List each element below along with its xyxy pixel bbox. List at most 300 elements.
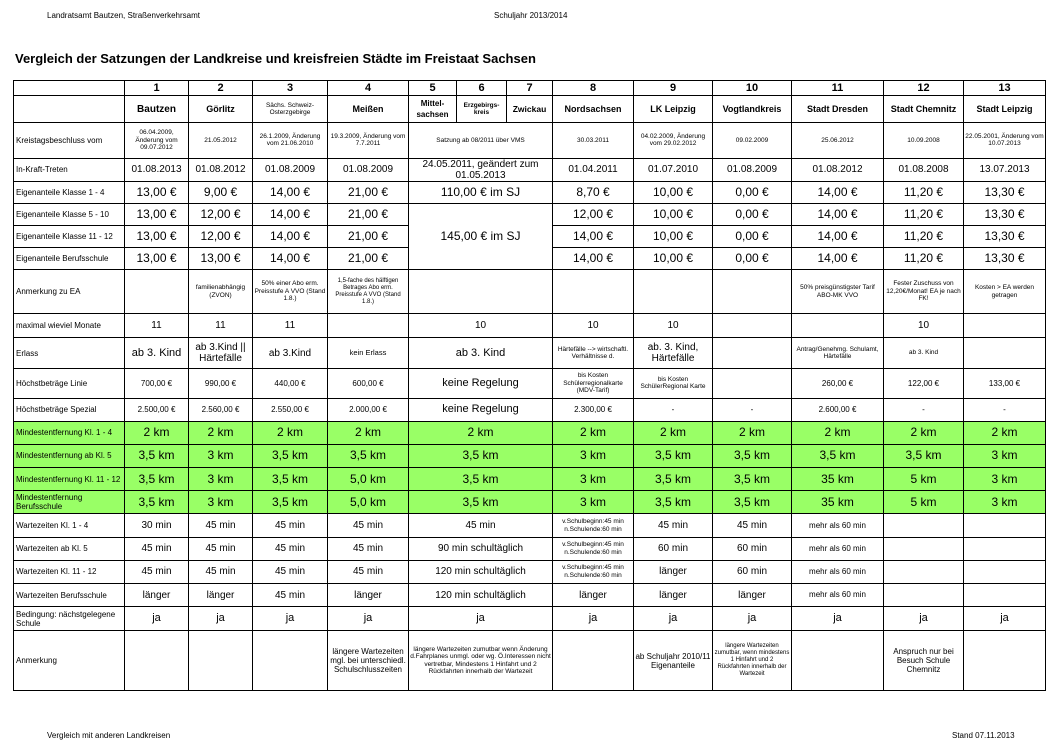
table-cell: Satzung ab 08/2011 über VMS bbox=[409, 123, 553, 158]
table-cell: 19.3.2009, Änderung vom 7.7.2011 bbox=[328, 123, 409, 158]
district-name: LK Leipzig bbox=[634, 96, 713, 123]
table-cell: keine Regelung bbox=[409, 398, 553, 421]
table-cell: 2 km bbox=[634, 421, 713, 444]
table-cell: 2 km bbox=[409, 421, 553, 444]
table-cell: länger bbox=[634, 560, 713, 583]
table-cell: 3,5 km bbox=[409, 491, 553, 514]
table-cell: 14,00 € bbox=[553, 248, 634, 270]
table-row bbox=[14, 398, 1046, 421]
table-cell: 0,00 € bbox=[713, 181, 792, 203]
table-cell: 13,00 € bbox=[125, 226, 189, 248]
table-cell: 1,5-fache des hälftigen Betrages Abo erm. Preisstufe A VVO (Stand 1.8.) bbox=[328, 270, 409, 313]
table-cell: 3,5 km bbox=[792, 444, 884, 467]
table-cell bbox=[884, 537, 964, 560]
table-cell: 13,00 € bbox=[125, 181, 189, 203]
table-cell: ja bbox=[964, 607, 1046, 631]
district-name: Zwickau bbox=[507, 96, 553, 123]
table-cell: 3,5 km bbox=[125, 491, 189, 514]
table-cell: 2 km bbox=[884, 421, 964, 444]
table-cell: 2.600,00 € bbox=[792, 398, 884, 421]
table-cell bbox=[328, 313, 409, 337]
table-cell: 133,00 € bbox=[964, 369, 1046, 398]
table-cell bbox=[713, 313, 792, 337]
footer-right: Stand 07.11.2013 bbox=[952, 731, 1015, 740]
table-cell: 3,5 km bbox=[125, 468, 189, 491]
table-cell: v.Schulbeginn:45 min n.Schulende:60 min bbox=[553, 514, 634, 537]
district-name: Mittel-sachsen bbox=[409, 96, 457, 123]
table-cell bbox=[189, 631, 253, 691]
table-cell: 10 bbox=[884, 313, 964, 337]
table-cell: 01.08.2009 bbox=[713, 158, 792, 181]
table-cell: 45 min bbox=[189, 537, 253, 560]
table-row bbox=[14, 537, 1046, 560]
table-cell: länger bbox=[634, 584, 713, 607]
table-cell bbox=[253, 631, 328, 691]
table-cell: 13,00 € bbox=[189, 248, 253, 270]
table-cell bbox=[125, 270, 189, 313]
table-cell: 11 bbox=[125, 313, 189, 337]
row-label: Mindestentfernung Kl. 1 - 4 bbox=[14, 421, 125, 444]
table-cell: 120 min schultäglich bbox=[409, 560, 553, 583]
table-cell: 2.560,00 € bbox=[189, 398, 253, 421]
district-name: Stadt Chemnitz bbox=[884, 96, 964, 123]
table-cell bbox=[964, 313, 1046, 337]
table-cell: 110,00 € im SJ bbox=[409, 181, 553, 203]
table-cell: 13,00 € bbox=[125, 248, 189, 270]
district-name: Meißen bbox=[328, 96, 409, 123]
table-cell: 120 min schultäglich bbox=[409, 584, 553, 607]
table-cell: ja bbox=[713, 607, 792, 631]
table-row bbox=[14, 444, 1046, 467]
table-cell: 11,20 € bbox=[884, 248, 964, 270]
table-cell: 0,00 € bbox=[713, 226, 792, 248]
row-label: Höchstbeträge Spezial bbox=[14, 398, 125, 421]
col-number: 11 bbox=[792, 81, 884, 96]
table-cell: 10,00 € bbox=[634, 248, 713, 270]
table-cell: 3 km bbox=[964, 491, 1046, 514]
table-cell: 21,00 € bbox=[328, 248, 409, 270]
table-row bbox=[14, 369, 1046, 398]
table-cell: 45 min bbox=[125, 560, 189, 583]
table-cell: 13,00 € bbox=[125, 203, 189, 225]
table-cell: ab 3. Kind bbox=[884, 338, 964, 369]
table-cell: 06.04.2009, Änderung vom 09.07.2012 bbox=[125, 123, 189, 158]
table-cell: 5 km bbox=[884, 468, 964, 491]
district-name: Nordsachsen bbox=[553, 96, 634, 123]
table-cell: 3 km bbox=[964, 468, 1046, 491]
table-cell: längere Wartezeiten zumutbar, wenn mindestens 1 Hinfahrt und 2 Rückfahrten innerhalb der Wartezeit bbox=[713, 631, 792, 691]
table-cell: 12,00 € bbox=[553, 203, 634, 225]
row-label: Wartezeiten ab Kl. 5 bbox=[14, 537, 125, 560]
table-cell: länger bbox=[189, 584, 253, 607]
table-row bbox=[14, 203, 1046, 225]
table-cell: 60 min bbox=[713, 537, 792, 560]
col-number: 12 bbox=[884, 81, 964, 96]
table-cell: kein Erlass bbox=[328, 338, 409, 369]
table-cell: mehr als 60 min bbox=[792, 537, 884, 560]
col-number: 6 bbox=[457, 81, 507, 96]
table-row bbox=[14, 313, 1046, 337]
table-cell: 3 km bbox=[189, 444, 253, 467]
table-cell: 45 min bbox=[253, 537, 328, 560]
table-cell: mehr als 60 min bbox=[792, 584, 884, 607]
table-row bbox=[14, 468, 1046, 491]
col-number: 1 bbox=[125, 81, 189, 96]
table-cell: ja bbox=[125, 607, 189, 631]
table-cell: 440,00 € bbox=[253, 369, 328, 398]
table-cell: 14,00 € bbox=[792, 248, 884, 270]
table-cell: 10 bbox=[634, 313, 713, 337]
district-name: Sächs. Schweiz-Osterzgebirge bbox=[253, 96, 328, 123]
table-cell bbox=[409, 270, 553, 313]
table-cell: 60 min bbox=[713, 560, 792, 583]
table-cell: 2.300,00 € bbox=[553, 398, 634, 421]
table-cell: - bbox=[884, 398, 964, 421]
district-name: Stadt Dresden bbox=[792, 96, 884, 123]
table-cell: 2 km bbox=[253, 421, 328, 444]
table-cell: 5,0 km bbox=[328, 468, 409, 491]
row-label: Erlass bbox=[14, 338, 125, 369]
table-cell: 50% preisgünstigster Tarif ABO-MK VVO bbox=[792, 270, 884, 313]
district-name: Görlitz bbox=[189, 96, 253, 123]
row-label: Eigenanteile Klasse 11 - 12 bbox=[14, 226, 125, 248]
row-label: In-Kraft-Treten bbox=[14, 158, 125, 181]
table-row bbox=[14, 123, 1046, 158]
table-cell: 990,00 € bbox=[189, 369, 253, 398]
table-cell: Härtefälle --> wirtschaftl. Verhältnisse d. bbox=[553, 338, 634, 369]
table-cell: 3 km bbox=[553, 468, 634, 491]
row-label: Höchstbeträge Linie bbox=[14, 369, 125, 398]
table-cell bbox=[964, 514, 1046, 537]
table-cell: 2.550,00 € bbox=[253, 398, 328, 421]
table-cell: 01.08.2012 bbox=[792, 158, 884, 181]
table-cell: 35 km bbox=[792, 468, 884, 491]
table-cell: ab 3.Kind bbox=[253, 338, 328, 369]
table-cell: 3,5 km bbox=[328, 444, 409, 467]
table-cell: 45 min bbox=[189, 560, 253, 583]
table-cell: 2.000,00 € bbox=[328, 398, 409, 421]
table-cell: 11,20 € bbox=[884, 203, 964, 225]
table-cell: 45 min bbox=[253, 514, 328, 537]
table-cell: 01.08.2008 bbox=[884, 158, 964, 181]
table-cell: 3 km bbox=[553, 491, 634, 514]
col-number: 2 bbox=[189, 81, 253, 96]
table-cell: 12,00 € bbox=[189, 226, 253, 248]
table-cell: 14,00 € bbox=[553, 226, 634, 248]
table-cell: 3 km bbox=[189, 491, 253, 514]
row-label: Wartezeiten Kl. 1 - 4 bbox=[14, 514, 125, 537]
row-label: Bedingung: nächstgelegene Schule bbox=[14, 607, 125, 631]
table-cell: ab. 3. Kind, Härtefälle bbox=[634, 338, 713, 369]
table-cell: länger bbox=[713, 584, 792, 607]
table-cell: 3,5 km bbox=[713, 468, 792, 491]
table-cell: 3,5 km bbox=[409, 444, 553, 467]
table-cell: Anspruch nur bei Besuch Schule Chemnitz bbox=[884, 631, 964, 691]
table-cell: 21,00 € bbox=[328, 181, 409, 203]
table-cell: 30.03.2011 bbox=[553, 123, 634, 158]
district-name: Bautzen bbox=[125, 96, 189, 123]
table-cell: 2 km bbox=[553, 421, 634, 444]
table-cell bbox=[884, 584, 964, 607]
table-cell: 14,00 € bbox=[253, 248, 328, 270]
col-number: 5 bbox=[409, 81, 457, 96]
table-cell bbox=[713, 369, 792, 398]
district-name: Erzgebirgs-kreis bbox=[457, 96, 507, 123]
table-cell: 35 km bbox=[792, 491, 884, 514]
table-cell: - bbox=[964, 398, 1046, 421]
table-cell: 13,30 € bbox=[964, 181, 1046, 203]
table-cell: 25.06.2012 bbox=[792, 123, 884, 158]
table-cell bbox=[884, 514, 964, 537]
table-cell: 3,5 km bbox=[634, 491, 713, 514]
table-cell: 13,30 € bbox=[964, 226, 1046, 248]
table-cell: 3,5 km bbox=[409, 468, 553, 491]
table-cell: ab Schuljahr 2010/11 Eigenanteile bbox=[634, 631, 713, 691]
district-name: Vogtlandkreis bbox=[713, 96, 792, 123]
table-cell: mehr als 60 min bbox=[792, 560, 884, 583]
table-cell: 3 km bbox=[189, 468, 253, 491]
table-cell: 700,00 € bbox=[125, 369, 189, 398]
table-cell: ja bbox=[634, 607, 713, 631]
header-center: Schuljahr 2013/2014 bbox=[494, 11, 568, 20]
table-cell: 11 bbox=[253, 313, 328, 337]
table-cell: 13.07.2013 bbox=[964, 158, 1046, 181]
table-row bbox=[14, 491, 1046, 514]
header-left: Landratsamt Bautzen, Straßenverkehrsamt bbox=[47, 11, 200, 20]
table-row bbox=[14, 421, 1046, 444]
district-name: Stadt Leipzig bbox=[964, 96, 1046, 123]
table-cell: 22.05.2001, Änderung vom 10.07.2013 bbox=[964, 123, 1046, 158]
table-cell: 11 bbox=[189, 313, 253, 337]
table-cell: 21,00 € bbox=[328, 203, 409, 225]
table-cell: 01.08.2009 bbox=[253, 158, 328, 181]
table-cell: 10 bbox=[409, 313, 553, 337]
table-row bbox=[14, 560, 1046, 583]
table-cell: 2 km bbox=[328, 421, 409, 444]
table-cell: ab 3.Kind || Härtefälle bbox=[189, 338, 253, 369]
table-cell: 10,00 € bbox=[634, 203, 713, 225]
table-cell: 9,00 € bbox=[189, 181, 253, 203]
table-cell: ab 3. Kind bbox=[409, 338, 553, 369]
table-cell: 45 min bbox=[125, 537, 189, 560]
table-cell: 10 bbox=[553, 313, 634, 337]
table-cell: 3 km bbox=[553, 444, 634, 467]
row-label: Eigenanteile Klasse 1 - 4 bbox=[14, 181, 125, 203]
table-cell: 90 min schultäglich bbox=[409, 537, 553, 560]
row-label: maximal wieviel Monate bbox=[14, 313, 125, 337]
table-cell: 45 min bbox=[253, 560, 328, 583]
table-cell: 3,5 km bbox=[884, 444, 964, 467]
table-cell bbox=[792, 313, 884, 337]
table-cell: 14,00 € bbox=[792, 226, 884, 248]
comparison-table bbox=[13, 80, 1046, 691]
table-cell: 3,5 km bbox=[125, 444, 189, 467]
col-number: 4 bbox=[328, 81, 409, 96]
row-label: Kreistagsbeschluss vom bbox=[14, 123, 125, 158]
table-cell: 45 min bbox=[634, 514, 713, 537]
table-cell bbox=[964, 338, 1046, 369]
table-cell: 2 km bbox=[189, 421, 253, 444]
table-cell bbox=[553, 631, 634, 691]
table-cell bbox=[125, 631, 189, 691]
table-cell: länger bbox=[125, 584, 189, 607]
table-cell: 45 min bbox=[409, 514, 553, 537]
table-cell: 2.500,00 € bbox=[125, 398, 189, 421]
table-cell: 14,00 € bbox=[253, 203, 328, 225]
table-row bbox=[14, 631, 1046, 691]
col-number: 3 bbox=[253, 81, 328, 96]
table-row bbox=[14, 181, 1046, 203]
table-cell: 5,0 km bbox=[328, 491, 409, 514]
table-cell: ja bbox=[189, 607, 253, 631]
table-cell: v.Schulbeginn:45 min n.Schulende:60 min bbox=[553, 537, 634, 560]
table-cell bbox=[884, 560, 964, 583]
table-cell: 04.02.2009, Änderung vom 29.02.2012 bbox=[634, 123, 713, 158]
table-cell: 13,30 € bbox=[964, 248, 1046, 270]
table-cell: 3,5 km bbox=[713, 444, 792, 467]
table-cell: 0,00 € bbox=[713, 203, 792, 225]
table-cell: 3,5 km bbox=[634, 468, 713, 491]
table-cell bbox=[553, 270, 634, 313]
table-cell: keine Regelung bbox=[409, 369, 553, 398]
table-cell: 12,00 € bbox=[189, 203, 253, 225]
table-cell: 8,70 € bbox=[553, 181, 634, 203]
page-title: Vergleich der Satzungen der Landkreise und kreisfreien Städte im Freistaat Sachsen bbox=[15, 51, 536, 66]
row-label: Eigenanteile Berufsschule bbox=[14, 248, 125, 270]
table-cell: 10,00 € bbox=[634, 181, 713, 203]
table-cell: 2 km bbox=[792, 421, 884, 444]
table-cell: 14,00 € bbox=[792, 203, 884, 225]
table-cell: bis Kosten SchülerRegional Karte bbox=[634, 369, 713, 398]
table-cell: 14,00 € bbox=[253, 181, 328, 203]
table-cell: 2 km bbox=[125, 421, 189, 444]
col-number: 10 bbox=[713, 81, 792, 96]
table-cell: 14,00 € bbox=[253, 226, 328, 248]
row-label: Mindestentfernung ab Kl. 5 bbox=[14, 444, 125, 467]
table-cell: 01.08.2009 bbox=[328, 158, 409, 181]
table-cell: 45 min bbox=[713, 514, 792, 537]
table-cell: 0,00 € bbox=[713, 248, 792, 270]
table-cell: 01.08.2013 bbox=[125, 158, 189, 181]
table-cell: 26.1.2009, Änderung vom 21.06.2010 bbox=[253, 123, 328, 158]
table-cell: 45 min bbox=[328, 514, 409, 537]
row-label: Wartezeiten Kl. 11 - 12 bbox=[14, 560, 125, 583]
row-label: Mindestentfernung Kl. 11 - 12 bbox=[14, 468, 125, 491]
table-cell: 3,5 km bbox=[253, 444, 328, 467]
table-cell: 45 min bbox=[328, 560, 409, 583]
table-cell: 09.02.2009 bbox=[713, 123, 792, 158]
table-cell bbox=[713, 338, 792, 369]
table-cell: ja bbox=[792, 607, 884, 631]
table-row bbox=[14, 270, 1046, 313]
table-cell: 13,30 € bbox=[964, 203, 1046, 225]
table-row bbox=[14, 584, 1046, 607]
table-cell: 3,5 km bbox=[713, 491, 792, 514]
table-cell: 45 min bbox=[189, 514, 253, 537]
table-cell: 21.05.2012 bbox=[189, 123, 253, 158]
col-number: 9 bbox=[634, 81, 713, 96]
table-cell: 01.04.2011 bbox=[553, 158, 634, 181]
table-cell: länger bbox=[328, 584, 409, 607]
row-label: Wartezeiten Berufsschule bbox=[14, 584, 125, 607]
table-cell: 2 km bbox=[964, 421, 1046, 444]
table-cell: 01.07.2010 bbox=[634, 158, 713, 181]
row-label: Eigenanteile Klasse 5 - 10 bbox=[14, 203, 125, 225]
table-cell: - bbox=[713, 398, 792, 421]
table-cell: familienabhängig (ZVON) bbox=[189, 270, 253, 313]
row-label: Mindestentfernung Berufsschule bbox=[14, 491, 125, 514]
table-cell: 60 min bbox=[634, 537, 713, 560]
table-cell: Kosten > EA werden getragen bbox=[964, 270, 1046, 313]
table-cell: 145,00 € im SJ bbox=[409, 203, 553, 270]
table-cell bbox=[964, 584, 1046, 607]
table-cell: 24.05.2011, geändert zum 01.05.2013 bbox=[409, 158, 553, 181]
col-number: 8 bbox=[553, 81, 634, 96]
table-cell: 45 min bbox=[328, 537, 409, 560]
table-cell: 600,00 € bbox=[328, 369, 409, 398]
table-cell: 260,00 € bbox=[792, 369, 884, 398]
table-cell bbox=[634, 270, 713, 313]
table-row bbox=[14, 158, 1046, 181]
table-cell bbox=[964, 537, 1046, 560]
col-number: 13 bbox=[964, 81, 1046, 96]
table-cell bbox=[792, 631, 884, 691]
row-label: Anmerkung bbox=[14, 631, 125, 691]
table-cell: 45 min bbox=[253, 584, 328, 607]
table-cell: ja bbox=[553, 607, 634, 631]
table-cell: v.Schulbeginn:45 min n.Schulende:60 min bbox=[553, 560, 634, 583]
table-row bbox=[14, 338, 1046, 369]
table-cell: 2 km bbox=[713, 421, 792, 444]
table-cell: Fester Zuschuss von 12,20€/Monat! EA je nach FK! bbox=[884, 270, 964, 313]
table-cell: 21,00 € bbox=[328, 226, 409, 248]
table-cell: 122,00 € bbox=[884, 369, 964, 398]
table-cell: ab 3. Kind bbox=[125, 338, 189, 369]
table-cell: 10,00 € bbox=[634, 226, 713, 248]
table-cell: 10.09.2008 bbox=[884, 123, 964, 158]
table-cell: 50% einer Abo erm. Preisstufe A VVO (Stand 1.8.) bbox=[253, 270, 328, 313]
table-row bbox=[14, 514, 1046, 537]
table-cell: 11,20 € bbox=[884, 181, 964, 203]
footer-left: Vergleich mit anderen Landkreisen bbox=[47, 731, 171, 740]
table-cell bbox=[964, 560, 1046, 583]
table-cell: ja bbox=[884, 607, 964, 631]
table-cell: bis Kosten Schülerregionalkarte (MDV-Tarif) bbox=[553, 369, 634, 398]
table-cell: 3,5 km bbox=[634, 444, 713, 467]
table-cell: längere Wartezeiten zumutbar wenn Änderung d.Fahrplanes unmgl. oder wg. Ö.Interessen nicht vertretbar, Mindestens 1 Hinfahrt und 2 Rückfahrten innerhalb der Wartezeit bbox=[409, 631, 553, 691]
table-cell: länger bbox=[553, 584, 634, 607]
table-cell: längere Wartezeiten mgl. bei unterschiedl. Schulschlusszeiten bbox=[328, 631, 409, 691]
table-cell bbox=[713, 270, 792, 313]
table-cell: 01.08.2012 bbox=[189, 158, 253, 181]
table-cell: 5 km bbox=[884, 491, 964, 514]
table-cell: ja bbox=[253, 607, 328, 631]
table-cell: - bbox=[634, 398, 713, 421]
col-number: 7 bbox=[507, 81, 553, 96]
row-label: Anmerkung zu EA bbox=[14, 270, 125, 313]
table-cell: 14,00 € bbox=[792, 181, 884, 203]
district-row bbox=[14, 96, 1046, 123]
table-cell: Antrag/Genehmg. Schulamt, Härtefälle bbox=[792, 338, 884, 369]
table-cell: 11,20 € bbox=[884, 226, 964, 248]
table-cell: ja bbox=[409, 607, 553, 631]
table-cell: 30 min bbox=[125, 514, 189, 537]
table-cell: ja bbox=[328, 607, 409, 631]
table-cell: mehr als 60 min bbox=[792, 514, 884, 537]
table-cell: 3 km bbox=[964, 444, 1046, 467]
number-row bbox=[14, 81, 1046, 96]
table-cell: 3,5 km bbox=[253, 468, 328, 491]
